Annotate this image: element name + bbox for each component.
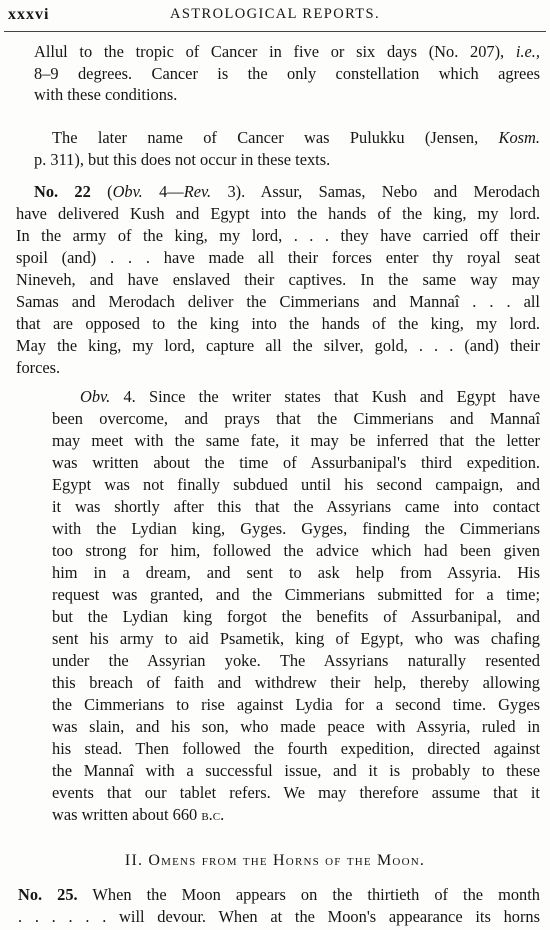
commentary-heading-obv-4: Obv. 4. Since the writer states that Kush and Egypt have: [80, 387, 540, 406]
text-line: his stead. Then followed the fourth expedition, directed against: [52, 739, 540, 758]
text-line: may meet with the same fate, it may be inferred that the letter: [52, 431, 540, 450]
text-line: the Cimmerians to rise against Lydia for a second time. Gyges: [52, 695, 540, 714]
text-line: with these conditions.: [34, 85, 178, 104]
text-line: 8–9 degrees. Cancer is the only constellation which agrees: [34, 64, 540, 83]
text-line: him in a dream, and sent to ask help from Assyria. His: [52, 563, 540, 582]
text-line: have delivered Kush and Egypt into the hands of the king, my lord.: [16, 204, 540, 223]
text-line: been overcome, and prays that the Cimmerians and Mannaî: [52, 409, 540, 428]
text-line: events that our tablet refers. We may therefore assume that it: [52, 783, 540, 802]
running-title: ASTROLOGICAL REPORTS.: [169, 6, 381, 22]
text-line: was written about the time of Assurbanipal's third expedition.: [52, 453, 540, 472]
text-line: was slain, and his son, who made peace with Assyria, ruled in: [52, 717, 540, 736]
text-line: that are opposed to the king into the hands of the king, my lord.: [16, 314, 540, 333]
entry-heading-no-22: No. 22 (Obv. 4—Rev. 3). Assur, Samas, Nebo and Merodach: [34, 182, 540, 201]
text-line: but the Lydian king forgot the benefits of Assurbanipal, and: [52, 607, 540, 626]
text-line: May the king, my lord, capture all the silver, gold, . . . (and) their: [16, 336, 540, 355]
text-line: Samas and Merodach deliver the Cimmerians and Mannaî . . . all: [16, 292, 540, 311]
text-line: too strong for him, followed the advice which had been given: [52, 541, 540, 560]
entry-heading-no-25: No. 25. When the Moon appears on the thirtieth of the month: [18, 885, 540, 904]
text-line: spoil (and) . . . have made all their forces enter thy royal seat: [16, 248, 540, 267]
page-header: [8, 2, 542, 28]
text-line: the Mannaî with a successful issue, and it is probably to these: [52, 761, 540, 780]
text-line: forces.: [16, 358, 61, 377]
page-number: xxxvi: [8, 6, 50, 23]
text-line: Nineveh, and have enslaved their captives. In the same way may: [16, 270, 540, 289]
text-line: . . . . . . will devour. When at the Moon's appearance its horns: [18, 907, 540, 926]
text-line: request was granted, and the Cimmerians submitted for a time;: [52, 585, 540, 604]
text-line: p. 311), but this does not occur in these texts.: [34, 150, 331, 169]
text-line: was written about 660 b.c.: [52, 805, 225, 824]
text-line: with the Lydian king, Gyges. Gyges, finding the Cimmerians: [52, 519, 540, 538]
text-line: The later name of Cancer was Pulukku (Jensen, Kosm.: [52, 128, 540, 147]
header-rule: [4, 31, 546, 32]
text-line: under the Assyrian yoke. The Assyrians naturally resented: [52, 651, 540, 670]
text-line: Allul to the tropic of Cancer in five or six days (No. 207), i.e.,: [34, 42, 540, 61]
text-line: In the army of the king, my lord, . . . they have carried off their: [16, 226, 540, 245]
text-line: sent his army to aid Psametik, king of Egypt, who was chafing: [52, 629, 540, 648]
section-heading: II. Omens from the Horns of the Moon.: [124, 852, 426, 869]
text-line: Egypt was not finally subdued until his second campaign, and: [52, 475, 540, 494]
text-line: this breach of faith and withdrew their help, thereby allowing: [52, 673, 540, 692]
text-line: it was shortly after this that the Assyrians came into contact: [52, 497, 540, 516]
